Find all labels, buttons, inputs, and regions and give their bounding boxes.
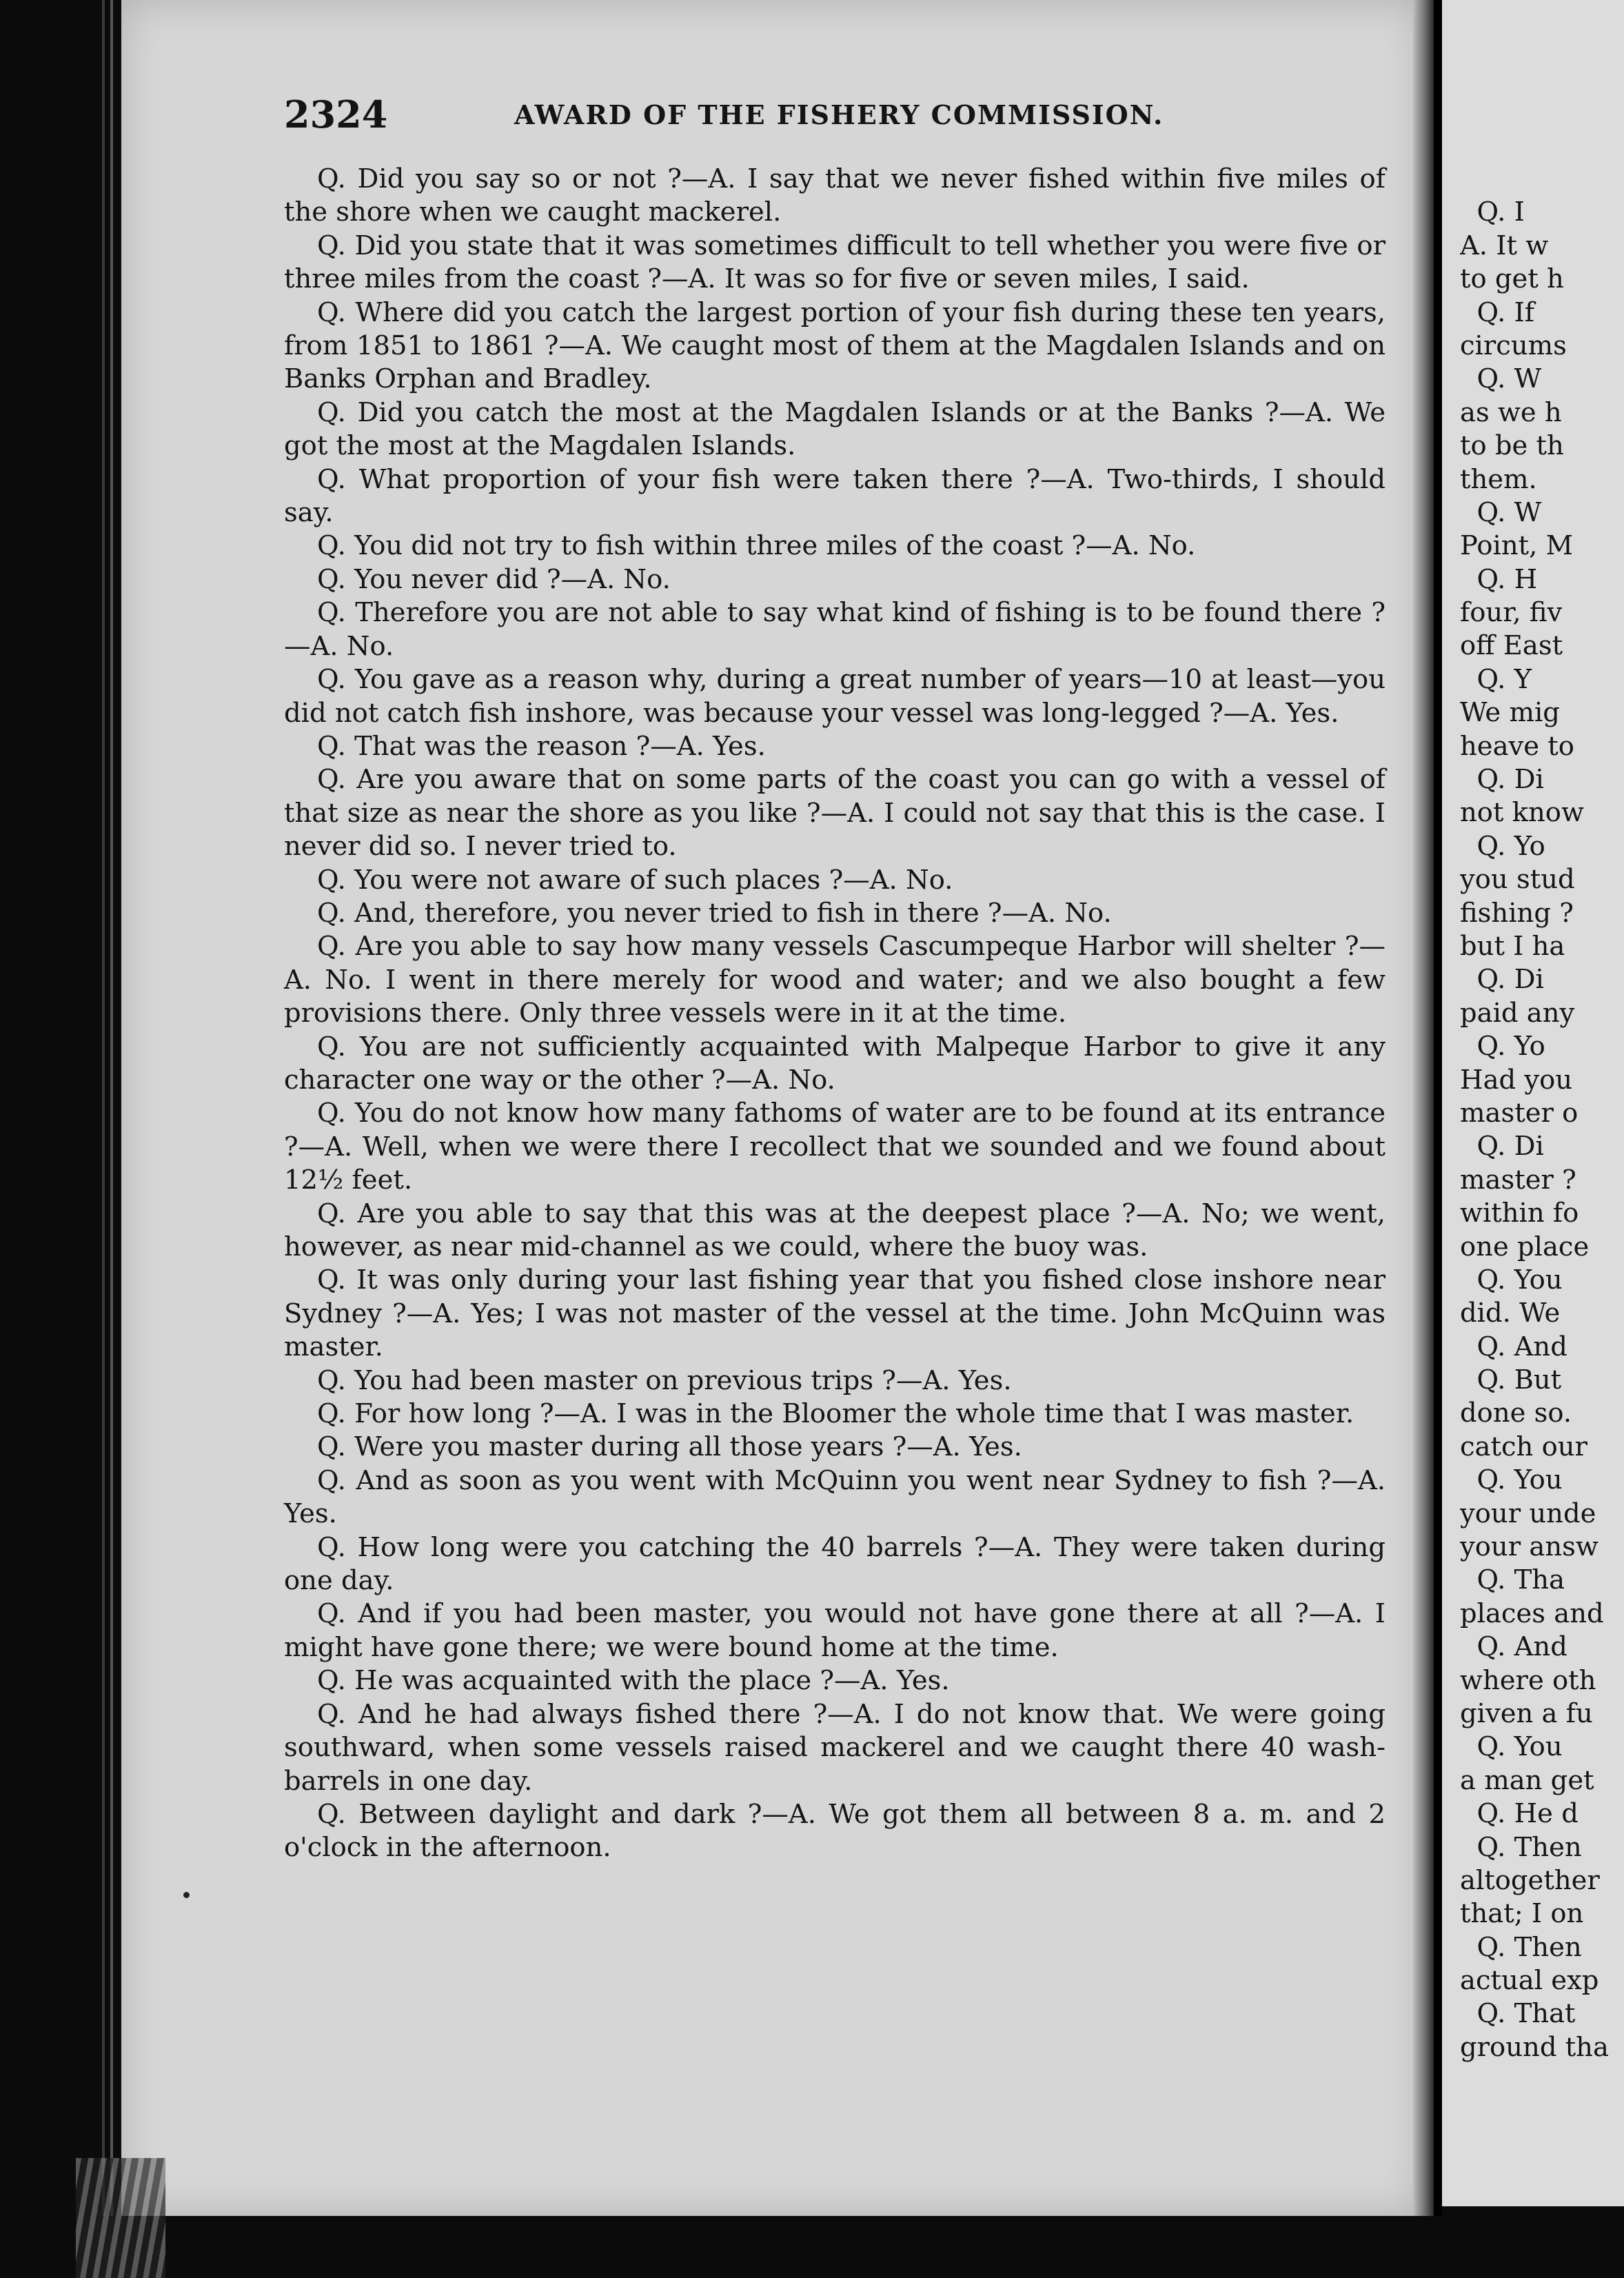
right-page-line-fragment: master ? [1460,1164,1576,1196]
right-page-line-fragment: Q. Di [1460,1131,1544,1162]
testimony-paragraph: Q. You did not try to fish within three miles of the coast ?—A. No. [317,530,1196,562]
testimony-paragraph: Q. You are not sufficiently acquainted with Malpeque Harbor to give it any character one way or the other ?—A. No. [284,1031,1386,1096]
right-page-line-fragment: altogether [1460,1864,1600,1896]
right-page-line-fragment: Q. W [1460,496,1542,528]
testimony-paragraph: Q. Were you master during all those years ?—A. Yes. [317,1431,1022,1463]
right-page-line-fragment: Had you [1460,1064,1573,1096]
right-page-line-fragment: Q. You [1460,1264,1563,1296]
right-page-line-fragment: Q. You [1460,1464,1563,1496]
testimony-paragraph: Q. Did you say so or not ?—A. I say that we never fished within five miles of the shore when we caught mackerel. [284,163,1386,228]
right-page-line-fragment: Q. Then [1460,1831,1582,1863]
right-page-line-fragment: Q. That [1460,1998,1576,2030]
right-page-line-fragment: as we h [1460,396,1562,428]
testimony-paragraph: Q. And as soon as you went with McQuinn you went near Sydney to fish ?—A. Yes. [284,1464,1386,1530]
right-page-line-fragment: Q. He d [1460,1798,1579,1830]
running-head: AWARD OF THE FISHERY COMMISSION. [514,99,1164,130]
right-page-line-fragment: but I ha [1460,930,1565,962]
left-page-fore-edge [1413,0,1434,2216]
right-page-line-fragment: master o [1460,1097,1579,1129]
right-page-line-fragment: Point, M [1460,530,1574,562]
right-page-line-fragment: off East [1460,630,1563,662]
testimony-paragraph: Q. You were not aware of such places ?—A. No. [317,864,953,896]
testimony-paragraph: Q. For how long ?—A. I was in the Bloomer the whole time that I was master. [317,1398,1354,1430]
right-page-line-fragment: your unde [1460,1498,1596,1529]
right-page-line-fragment: Q. Yo [1460,1031,1545,1062]
right-page-line-fragment: that; I on [1460,1898,1584,1930]
right-page-line-fragment: We mig [1460,697,1560,729]
testimony-paragraph: Q. What proportion of your fish were taken there ?—A. Two-thirds, I should say. [284,463,1386,529]
testimony-paragraph: Q. Are you able to say that this was at the deepest place ?—A. No; we went, however, as near mid-channel as we could, where the buoy was. [284,1198,1386,1262]
right-page-line-fragment: fishing ? [1460,897,1574,929]
page-number: 2324 [284,92,388,137]
page-header [284,92,1387,141]
right-page-line-fragment: Q. W [1460,363,1542,395]
right-page-line-fragment: Q. Y [1460,663,1532,695]
left-page-text-column [284,163,1386,1865]
right-page-line-fragment: Q. But [1460,1364,1562,1396]
right-page-line-fragment: to be th [1460,430,1564,462]
testimony-paragraph: Q. You gave as a reason why, during a great number of years—10 at least—you did not catch fish inshore, was because your vessel was long-legged ?—A. Yes. [284,664,1386,729]
testimony-paragraph: Q. And, therefore, you never tried to fish in there ?—A. No. [317,897,1112,929]
right-page-line-fragment: ground tha [1460,2031,1609,2063]
testimony-paragraph: Q. And if you had been master, you would not have gone there at all ?—A. I might have gone there; we were bound home at the time. [284,1598,1386,1663]
right-page-line-fragment: heave to [1460,730,1574,762]
scanner-corner-artifact [76,2158,165,2278]
right-page-line-fragment: not know [1460,797,1584,829]
testimony-paragraph: Q. You had been master on previous trips ?—A. Yes. [317,1364,1012,1396]
right-page-line-fragment: did. We [1460,1298,1561,1329]
testimony-paragraph: Q. Therefore you are not able to say what kind of fishing is to be found there ?—A. No. [284,597,1386,662]
right-page-line-fragment: where oth [1460,1664,1596,1696]
right-page-line-fragment: one place [1460,1231,1590,1262]
right-page-line-fragment: to get h [1460,263,1564,295]
right-page-line-fragment: Q. Then [1460,1931,1582,1963]
right-page-line-fragment: places and [1460,1597,1604,1629]
right-page-line-fragment: paid any [1460,997,1575,1029]
binding-edge-line [102,0,105,2216]
right-page-line-fragment: Q. Di [1460,764,1544,796]
right-page-line-fragment: Q. H [1460,563,1538,595]
right-page-line-fragment: them. [1460,463,1537,495]
right-page-line-fragment: Q. I [1460,196,1525,228]
testimony-paragraph: Q. How long were you catching the 40 barrels ?—A. They were taken during one day. [284,1531,1386,1597]
testimony-paragraph: Q. That was the reason ?—A. Yes. [317,730,766,762]
right-page-line-fragment: Q. And [1460,1631,1567,1663]
right-page-line-fragment: done so. [1460,1398,1572,1429]
testimony-paragraph: Q. And he had always fished there ?—A. I do not know that. We were going southward, when some vessels raised mackerel and we caught there 40 wash-barrels in one day. [284,1698,1386,1797]
testimony-paragraph: Q. Where did you catch the largest portion of your fish during these ten years, from 1851 to 1861 ?—A. We caught most of them at the Magdalen Islands and on Banks Orphan and Bradley. [284,296,1386,395]
testimony-paragraph: Q. He was acquainted with the place ?—A. Yes. [317,1665,950,1697]
right-page-line-fragment: Q. And [1460,1331,1567,1362]
right-page-line-fragment: you stud [1460,864,1575,896]
right-page-line-fragment: Q. Yo [1460,830,1545,862]
right-page-line-fragment: catch our [1460,1431,1587,1462]
right-page-line-fragment: within fo [1460,1198,1579,1229]
right-page-line-fragment: your answ [1460,1531,1598,1563]
right-page-line-fragment: Q. Tha [1460,1564,1565,1596]
right-page-line-fragment: actual exp [1460,1965,1599,1997]
testimony-paragraph: Q. Did you state that it was sometimes difficult to tell whether you were five or three miles from the coast ?—A. It was so for five or seven miles, I said. [284,230,1386,295]
testimony-paragraph: Q. Between daylight and dark ?—A. We got them all between 8 a. m. and 2 o'clock in the afternoon. [284,1798,1386,1864]
testimony-paragraph: Q. You do not know how many fathoms of water are to be found at its entrance ?—A. Well, when we were there I recollect that we sounded and we found about 12½ feet. [284,1098,1386,1196]
right-page-line-fragment: Q. If [1460,296,1535,328]
binding-edge-line [110,0,113,2216]
testimony-paragraph: Q. Are you aware that on some parts of the coast you can go with a vessel of that size as near the shore as you like ?—A. I could not say that this is the case. I never did so. I never tried to. [284,764,1386,863]
right-page-line-fragment: circums [1460,330,1567,361]
testimony-paragraph: Q. Are you able to say how many vessels Cascumpeque Harbor will shelter ?—A. No. I went in there merely for wood and water; and we also bought a few provisions there. Only three vessels were in it at the time. [284,931,1386,1029]
page-gutter [1434,0,1442,2278]
scan-bottom-margin [0,2216,1442,2278]
right-page-line-fragment: A. It w [1460,230,1549,261]
right-page-line-fragment: four, fiv [1460,597,1563,629]
right-page-line-fragment: given a fu [1460,1697,1593,1729]
stray-ink-dot [183,1892,190,1898]
right-page-text-fragments [1460,163,1624,2064]
right-page-line-fragment [1460,163,1624,196]
right-page-line-fragment: a man get [1460,1764,1594,1796]
right-page-line-fragment: Q. You [1460,1731,1563,1763]
testimony-paragraph: Q. You never did ?—A. No. [317,563,671,595]
right-page-line-fragment: Q. Di [1460,964,1544,996]
testimony-paragraph: Q. It was only during your last fishing year that you fished close inshore near Sydney ?—A. Yes; I was not master of the vessel at the time. John McQuinn was master. [284,1264,1386,1363]
testimony-paragraph: Q. Did you catch the most at the Magdalen Islands or at the Banks ?—A. We got the most at the Magdalen Islands. [284,396,1386,462]
